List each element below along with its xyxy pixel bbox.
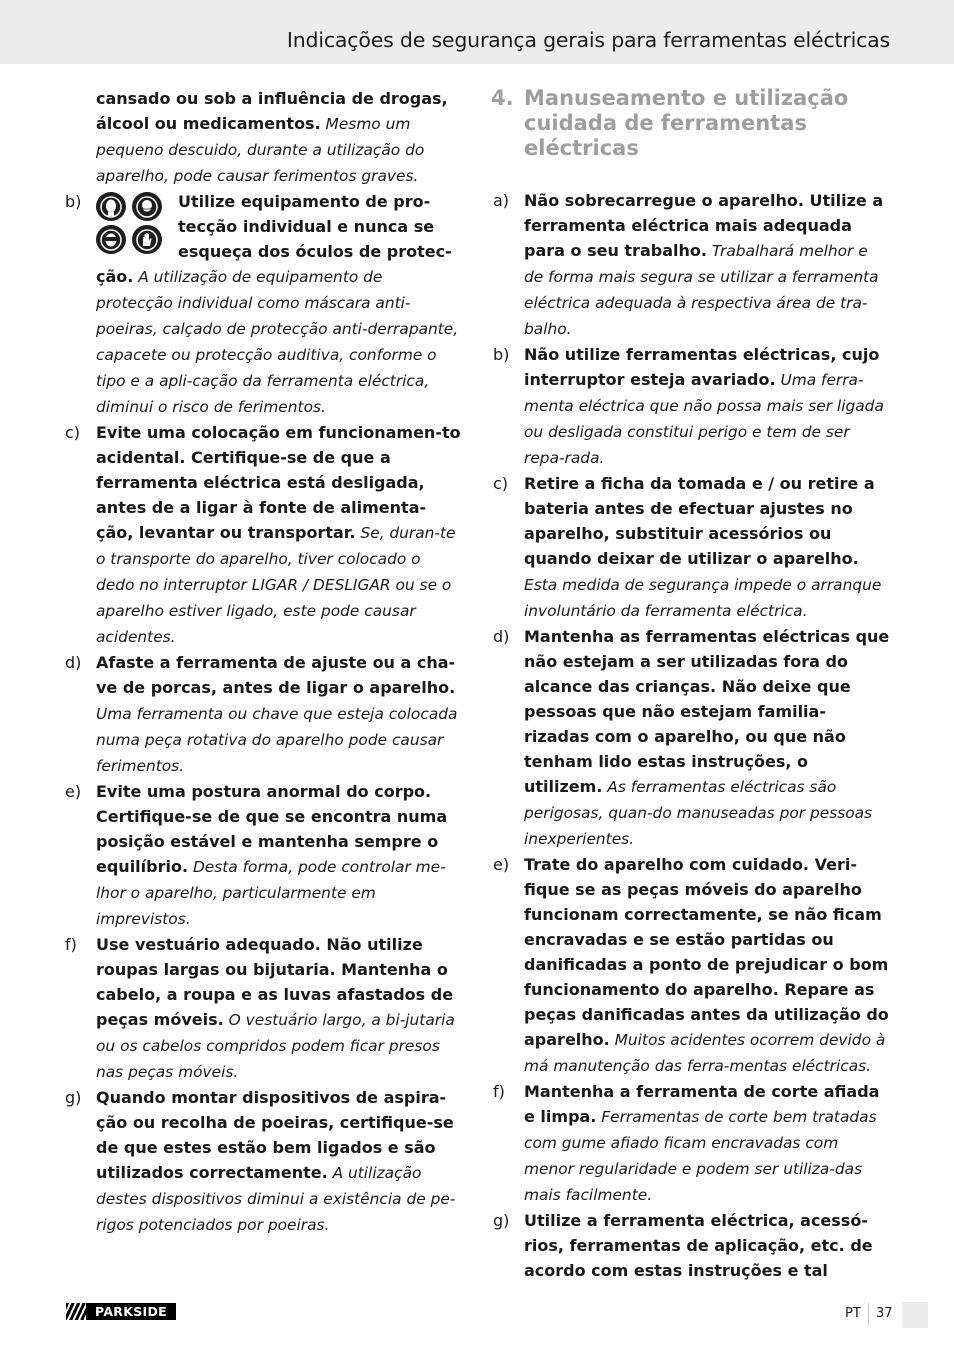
item-italic-text: Se, duran-te o transporte do aparelho, tiver colocado o dedo no interruptor LIGAR / DESLIGAR ou se o aparelho estiver ligado, este pode causar acidentes.	[96, 524, 456, 646]
item-bold-text: Evite uma postura anormal do corpo. Certifique-se de que se encontra numa posição estável e mantenha sempre o equilíbrio.	[96, 782, 448, 876]
item-italic-text: A utilização de equipamento de protecção individual como máscara anti-poeiras, calçado de protecção anti-derrapante, capacete ou protecção auditiva, conforme o tipo e a apli-cação da ferramenta eléctrica, diminui o risco de ferimentos.	[96, 268, 459, 416]
section-title: Manuseamento e utilização cuidada de ferramentas eléctricas	[524, 86, 849, 160]
item-italic-text: As ferramentas eléctricas são perigosas, quan-do manuseadas por pessoas inexperientes.	[524, 778, 873, 848]
section-heading	[488, 86, 890, 161]
item-bold-text: Não utilize ferramentas eléctricas, cujo interruptor esteja avariado.	[524, 345, 880, 389]
item-italic-text: Ferramentas de corte bem tratadas com gume afiado ficam encravadas com menor regularidade e podem ser utiliza-das mais facilmente.	[524, 1108, 877, 1204]
section-number: 4.	[491, 86, 514, 110]
page-number: 37	[876, 1306, 893, 1321]
list-item-f	[60, 932, 462, 1085]
item-bold-text: Trate do aparelho com cuidado. Veri-fique se as peças móveis do aparelho funcionam correctamente, se não ficam encravadas e se estão partidas ou danificadas a ponto de prejudicar o bom funcionamento do aparelho. Repare as peças danificadas antes da utilização do aparelho.	[524, 855, 889, 1049]
item-label: g)	[65, 1088, 82, 1107]
list-item-e	[488, 852, 890, 1079]
item-italic-text: Uma ferramenta ou chave que esteja colocada numa peça rotativa do aparelho pode causar ferimentos.	[96, 705, 458, 775]
list-item-a	[488, 188, 890, 342]
logo-stripes-icon	[66, 1303, 86, 1320]
item-label: b)	[493, 345, 510, 364]
list-item-d	[488, 624, 890, 852]
item-label: c)	[65, 423, 81, 442]
item-italic-text: O vestuário largo, a bi-jutaria ou os cabelos compridos podem ficar presos nas peças móveis.	[96, 1011, 455, 1081]
safety-pictograms	[96, 192, 166, 252]
list-item-b	[60, 189, 462, 420]
item-italic-text: Esta medida de segurança impede o arranque involuntário da ferramenta eléctrica.	[524, 576, 882, 620]
item-bold-text: Use vestuário adequado. Não utilize roupas largas ou bijutaria. Mantenha o cabelo, a roupa e as luvas afastados de peças móveis.	[96, 935, 454, 1029]
list-item-g	[488, 1208, 890, 1284]
intro-italic-text: Mesmo um pequeno descuido, durante a utilização do aparelho, pode causar ferimentos graves.	[96, 115, 425, 185]
item-label: c)	[493, 474, 509, 493]
item-italic-text: Trabalhará melhor e de forma mais segura se utilizar a ferramenta eléctrica adequada à respectiva área de tra-balho.	[524, 242, 879, 338]
item-label: e)	[493, 855, 510, 874]
item-italic-text: A utilização destes dispositivos diminui a existência de pe-rigos potenciados por poeiras.	[96, 1164, 456, 1234]
intro-bold-text: cansado ou sob a influência de drogas, álcool ou medicamentos.	[96, 89, 448, 133]
list-item-e	[60, 779, 462, 932]
continued-paragraph	[60, 86, 462, 189]
list-item-c	[60, 420, 462, 650]
item-bold-text: Retire a ficha da tomada e / ou retire a bateria antes de efectuar ajustes no aparelho, substituir acessórios ou quando deixar de utilizar o aparelho.	[524, 474, 875, 568]
item-bold-text: Quando montar dispositivos de aspira-ção ou recolha de poeiras, certifique-se de que estes estão bem ligados e são utilizados correctamente.	[96, 1088, 454, 1182]
item-label: d)	[65, 653, 82, 672]
item-italic-text: Uma ferra-menta eléctrica que não possa mais ser ligada ou desligada constitui perigo e tem de ser repa-rada.	[524, 371, 884, 467]
item-label: f)	[65, 935, 77, 954]
item-bold-text: Evite uma colocação em funcionamen-to acidental. Certifique-se de que a ferramenta eléctrica está desligada, antes de a ligar à fonte de alimenta-ção, levantar ou transportar.	[96, 423, 461, 542]
list-item-g	[60, 1085, 462, 1238]
safety-goggles-icon	[96, 225, 126, 254]
item-italic-text: Muitos acidentes ocorrem devido à má manutenção das ferra-mentas eléctricas.	[524, 1031, 886, 1075]
face-mask-icon	[132, 192, 162, 221]
item-label: e)	[65, 782, 82, 801]
list-item-b	[488, 342, 890, 471]
item-bold-text: Utilize a ferramenta eléctrica, acessó-rios, ferramentas de aplicação, etc. de acordo com estas instruções e tal	[524, 1211, 873, 1280]
list-item-f	[488, 1079, 890, 1208]
list-item-d	[60, 650, 462, 779]
language-code: PT	[845, 1306, 861, 1321]
ear-protection-icon	[96, 192, 126, 221]
item-label: g)	[493, 1211, 510, 1230]
list-item-c	[488, 471, 890, 624]
footer-corner-box	[902, 1302, 928, 1328]
item-bold-text: Mantenha as ferramentas eléctricas que não estejam a ser utilizadas fora do alcance das crianças. Não deixe que pessoas que não estejam familia-rizadas com o aparelho, ou que não tenham lido estas instruções, o utilizem.	[524, 627, 890, 796]
left-column	[60, 86, 462, 1238]
item-bold-text: Afaste a ferramenta de ajuste ou a cha-ve de porcas, antes de ligar o aparelho.	[96, 653, 456, 697]
right-column	[488, 86, 890, 1284]
item-bold-text: Mantenha a ferramenta de corte afiada e limpa.	[524, 1082, 880, 1126]
item-bold-text: Utilize equipamento de pro-tecção individual e nunca se esqueça dos óculos de protec-ção.	[96, 192, 452, 286]
page-header-title: Indicações de segurança gerais para ferramentas eléctricas	[286, 28, 890, 52]
item-bold-text: Não sobrecarregue o aparelho. Utilize a ferramenta eléctrica mais adequada para o seu trabalho.	[524, 191, 884, 260]
item-label: f)	[493, 1082, 505, 1101]
item-label: b)	[65, 192, 82, 211]
item-label: a)	[493, 191, 510, 210]
item-label: d)	[493, 627, 510, 646]
item-italic-text: Desta forma, pode controlar me-lhor o aparelho, particularmente em imprevistos.	[96, 858, 446, 928]
safety-gloves-icon	[132, 225, 162, 254]
parkside-logo	[66, 1303, 176, 1320]
footer-divider	[868, 1303, 869, 1325]
logo-text: PARKSIDE	[86, 1303, 176, 1320]
